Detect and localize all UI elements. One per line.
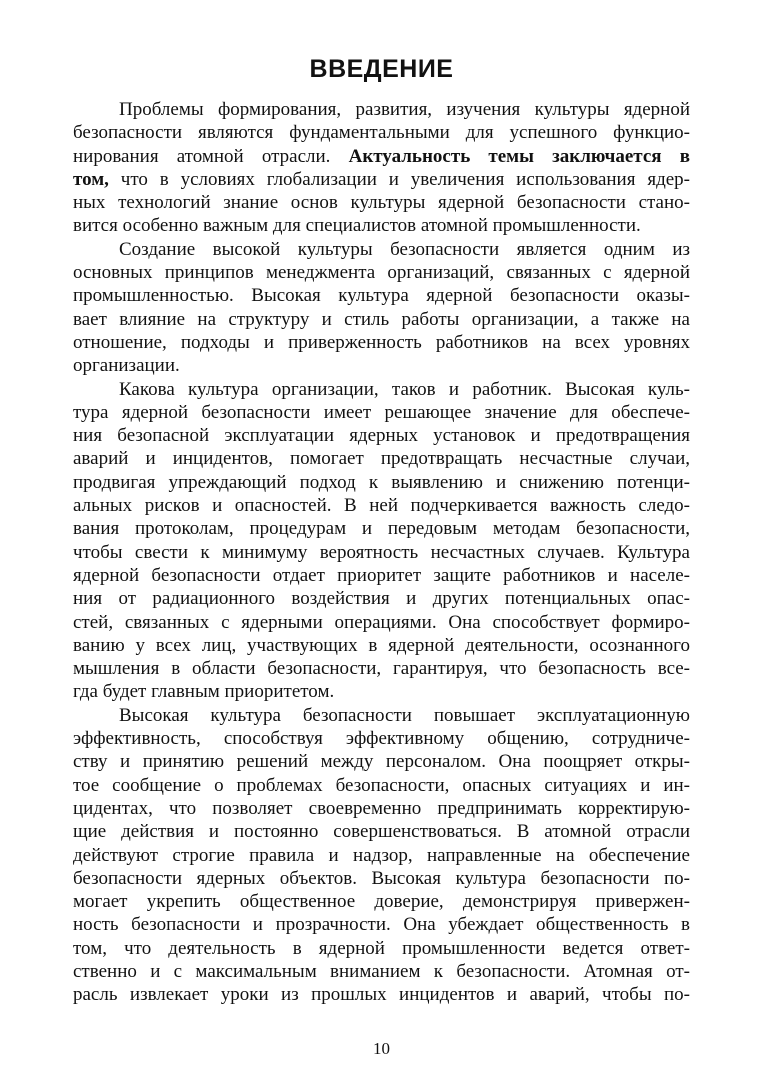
paragraph — [73, 378, 690, 704]
text-line: альных рисков и опасностей. В ней подчеркивается важность следо- — [73, 495, 690, 517]
text-line: могает укрепить общественное доверие, демонстрируя привержен- — [73, 891, 690, 913]
text-run: что в условиях глобализации и увеличения использования ядер- — [108, 168, 690, 190]
paragraph — [73, 704, 690, 1007]
text-line: тое сообщение о проблемах безопасности, опасных ситуациях и ин- — [73, 774, 690, 796]
bold-text-run: том, — [73, 168, 109, 190]
text-line: безопасности являются фундаментальными для успешного функцио- — [73, 122, 690, 144]
text-line: промышленностью. Высокая культура ядерной безопасности оказы- — [73, 285, 690, 307]
text-run: нирования атомной отрасли. — [73, 145, 349, 167]
text-line: расль извлекает уроки из прошлых инцидентов и аварий, чтобы по- — [73, 984, 690, 1006]
text-line: основных принципов менеджмента организаций, связанных с ядерной — [73, 262, 690, 284]
text-line: вания протоколам, процедурам и передовым методам безопасности, — [73, 518, 690, 540]
page-title: ВВЕДЕНИЕ — [309, 55, 454, 83]
text-line: чтобы свести к минимуму вероятность несчастных случаев. Культура — [73, 541, 690, 563]
text-line: аварий и инцидентов, помогает предотвращать несчастные случаи, — [73, 448, 690, 470]
text-line: продвигая упреждающий подход к выявлению и снижению потенци- — [73, 471, 690, 493]
text-line: ния безопасной эксплуатации ядерных установок и предотвращения — [73, 425, 690, 447]
text-line: ству и принятию решений между персоналом. Она поощряет откры- — [73, 751, 690, 773]
paragraph — [73, 98, 690, 238]
text-line: безопасности ядерных объектов. Высокая культура безопасности по- — [73, 867, 690, 889]
text-line: щие действия и постоянно совершенствоваться. В атомной отрасли — [73, 821, 690, 843]
text-line: мышления в области безопасности, гарантируя, что безопасность все- — [73, 658, 690, 680]
bold-text-run: Актуальность темы заключается в — [348, 145, 691, 167]
text-line: Высокая культура безопасности повышает эксплуатационную — [119, 704, 690, 726]
text-line: ния от радиационного воздействия и других потенциальных опас- — [73, 588, 690, 610]
text-line: вится особенно важным для специалистов атомной промышленности. — [73, 215, 641, 237]
text-line: действуют строгие правила и надзор, направленные на обеспечение — [73, 844, 690, 866]
text-line: вает влияние на структуру и стиль работы организации, а также на — [73, 308, 690, 330]
text-line: ность безопасности и прозрачности. Она убеждает общественность в — [73, 914, 690, 936]
paragraph — [73, 238, 690, 378]
text-line: тура ядерной безопасности имеет решающее значение для обеспече- — [73, 401, 690, 423]
text-line: гда будет главным приоритетом. — [73, 681, 335, 703]
text-line: ных технологий знание основ культуры ядерной безопасности стано- — [73, 192, 690, 214]
text-line: ядерной безопасности отдает приоритет защите работников и населе- — [73, 564, 690, 586]
text-line — [73, 145, 690, 168]
text-line: эффективность, способствуя эффективному общению, сотрудниче- — [73, 728, 690, 750]
text-line: том, что деятельность в ядерной промышленности ведется ответ- — [73, 937, 690, 959]
text-line: Создание высокой культуры безопасности является одним из — [119, 238, 690, 260]
text-line: ванию у всех лиц, участвующих в ядерной деятельности, осознанного — [73, 634, 690, 656]
body-text — [73, 98, 690, 1007]
text-line — [73, 168, 690, 191]
text-line: стей, связанных с ядерными операциями. Она способствует формиро- — [73, 611, 690, 633]
text-line: Какова культура организации, таков и работник. Высокая куль- — [119, 378, 690, 400]
text-line: цидентах, что позволяет своевременно предпринимать корректирую- — [73, 797, 690, 819]
text-line: ственно и с максимальным вниманием к безопасности. Атомная от- — [73, 960, 690, 982]
text-line: организации. — [73, 355, 180, 377]
text-line: Проблемы формирования, развития, изучения культуры ядерной — [119, 99, 690, 120]
text-line: отношение, подходы и приверженность работников на всех уровнях — [73, 331, 690, 353]
page-number: 10 — [373, 1039, 390, 1058]
